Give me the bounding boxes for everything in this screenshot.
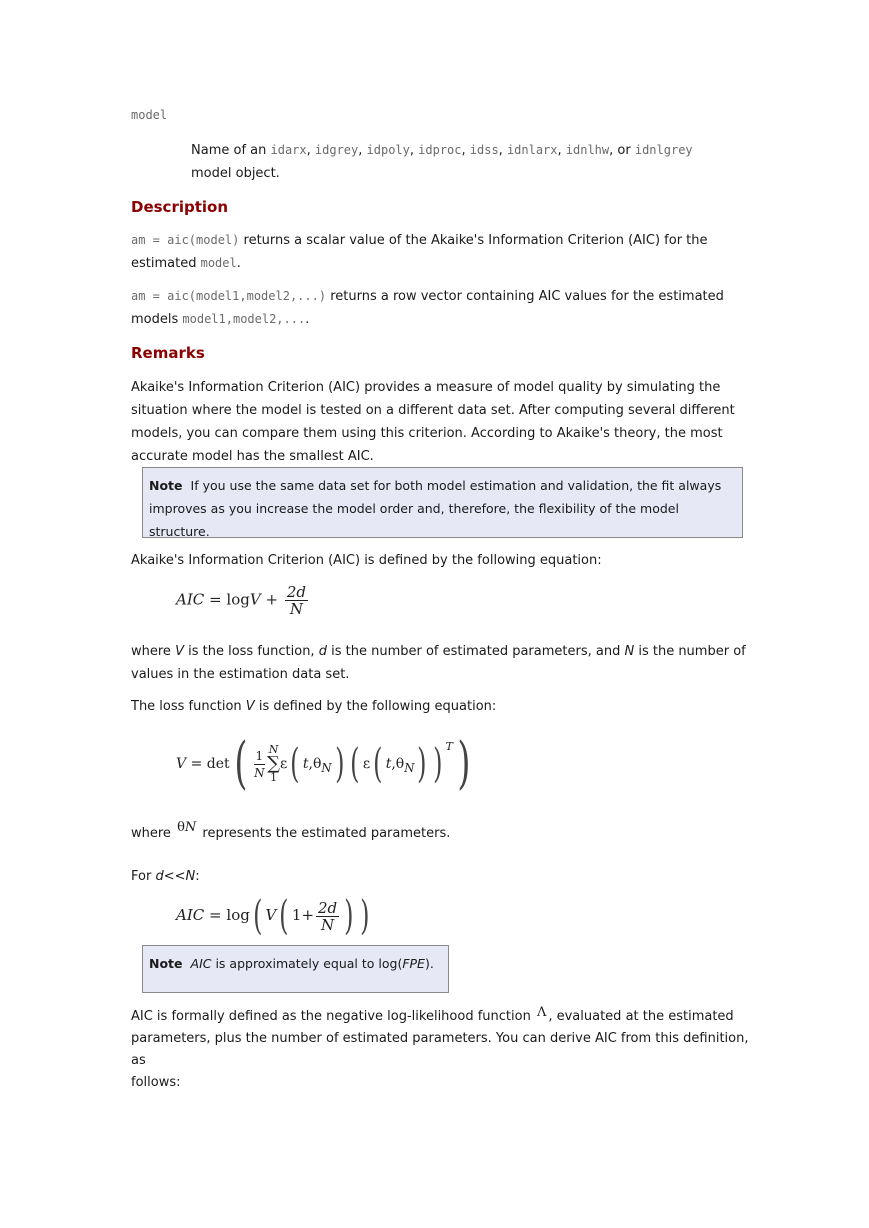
eq-symbol: θ (177, 820, 185, 835)
equation-aic (176, 584, 310, 617)
var-n: N (624, 644, 635, 659)
eq-symbol: + (301, 906, 315, 924)
where-theta-text (131, 822, 450, 845)
desc-text: estimated (131, 256, 201, 271)
final-paragraph (131, 1006, 751, 1094)
summation (267, 743, 280, 785)
eq-symbol: N (254, 765, 265, 780)
eq-symbol: 1 (255, 748, 264, 763)
syntax-aic-model: am = aic(model) (131, 233, 240, 247)
desc-text: models (131, 312, 183, 327)
lambda-symbol: Λ (536, 1005, 547, 1020)
text: where (131, 826, 176, 841)
code-models: model1,model2,... (182, 312, 306, 326)
var-v: V (245, 699, 255, 714)
eq-symbol: θ (395, 756, 405, 772)
desc-text: . (305, 312, 310, 327)
arg-desc-or: or (617, 143, 631, 158)
paren: ( (373, 741, 383, 787)
eq-symbol: V (176, 756, 187, 772)
note-text: improves as you increase the model order and, therefore, the flexibility of the model structure. (149, 501, 679, 539)
fraction-2d-over-n (285, 584, 308, 617)
eq-symbol: = (209, 906, 222, 924)
eq-symbol: det (206, 756, 230, 772)
remarks-heading: Remarks (131, 344, 205, 362)
loss-function-text (131, 695, 496, 718)
right-paren: ) (457, 731, 471, 796)
remarks-line: situation where the model is tested on a different data set. After computing several different (131, 403, 735, 418)
eq-symbol: N (321, 915, 335, 934)
note-text: is approximately equal to log( (211, 956, 403, 971)
aic-definition-text: Akaike's Information Criterion (AIC) is defined by the following equation: (131, 553, 602, 568)
argument-description: Name of an idarx, idgrey, idpoly, idproc, idss, idnlarx, idnlhw, or idnlgrey model object. (191, 143, 693, 181)
type-idproc: idproc (418, 143, 462, 157)
text: parameters, plus the number of estimated parameters. You can derive AIC from this definition, as (131, 1031, 749, 1068)
type-idnlarx: idnlarx (506, 143, 558, 157)
type-idarx: idarx (270, 143, 307, 157)
text: d<<N (155, 869, 196, 884)
text: AIC is formally defined as the negative log-likelihood function (131, 1009, 535, 1024)
eq-symbol: 1 (291, 906, 302, 924)
eq-symbol: N (404, 760, 415, 775)
type-idpoly: idpoly (366, 143, 410, 157)
arg-desc-prefix: Name of an (191, 143, 271, 158)
eq-symbol: = (209, 590, 222, 609)
for-d-text (131, 865, 200, 888)
var-d: d (318, 644, 327, 659)
equation-aic-approx (176, 893, 372, 939)
remarks-paragraph (131, 376, 751, 468)
eq-symbol: AIC (176, 590, 205, 609)
paren: ( (279, 893, 289, 939)
text: follows: (131, 1075, 181, 1090)
arg-desc-suffix: model object. (191, 166, 280, 181)
note-box-fpe (142, 945, 449, 993)
eq-symbol: + (265, 590, 279, 609)
eq-symbol: N (321, 760, 332, 775)
eq-symbol: ε (362, 756, 371, 772)
remarks-line: accurate model has the smallest AIC. (131, 449, 374, 464)
eq-symbol: N (268, 743, 279, 756)
paren: ) (433, 741, 443, 787)
note-text: AIC (190, 956, 212, 971)
text: The loss function (131, 699, 246, 714)
eq-symbol: N (184, 820, 197, 835)
code-model: model (200, 256, 237, 270)
type-idgrey: idgrey (314, 143, 359, 157)
eq-symbol: V (249, 590, 261, 609)
paren: ( (252, 893, 263, 939)
equation-loss-function: V = det( $\frac{1}{N}$ N ∑ 1 ε( $t,\theta_N$) ( ε( $t,\theta_N$) ) $^T$) (176, 731, 471, 796)
var-v: V (175, 644, 184, 659)
remarks-line: Akaike's Information Criterion (AIC) provides a measure of model quality by simulating the (131, 380, 721, 395)
paren: ) (344, 893, 354, 939)
note-label: Note (149, 478, 183, 493)
type-idnlgrey: idnlgrey (634, 143, 693, 157)
paren: ( (290, 741, 300, 787)
type-idss: idss (469, 143, 499, 157)
eq-symbol: t (385, 756, 392, 772)
eq-symbol: ∑ (267, 753, 280, 774)
text: is the number of (634, 644, 746, 659)
paren: ) (417, 741, 427, 787)
description-paragraph-1 (131, 229, 751, 275)
left-paren: ( (234, 731, 248, 796)
eq-symbol: V (265, 906, 277, 924)
text: , evaluated at the estimated (548, 1009, 734, 1024)
note-text: If you use the same data set for both model estimation and validation, the fit always (190, 478, 722, 493)
eq-symbol: θ (312, 756, 322, 772)
fraction-2d-over-n (316, 900, 339, 933)
text: is the loss function, (183, 644, 319, 659)
eq-symbol: = (190, 756, 203, 772)
fraction-1-over-n (254, 748, 266, 781)
eq-symbol: N (289, 600, 303, 618)
note-box-model-order (142, 467, 743, 538)
eq-symbol: t (302, 756, 309, 772)
eq-symbol: log (226, 590, 250, 609)
eq-symbol: AIC (176, 906, 205, 924)
eq-symbol: ε (280, 756, 288, 772)
text: is defined by the following equation: (254, 699, 497, 714)
desc-text: . (236, 256, 241, 271)
eq-symbol: 2d (286, 583, 306, 601)
syntax-aic-models: am = aic(model1,model2,...) (131, 289, 327, 303)
paren: ( (350, 741, 360, 787)
eq-symbol: 1 (270, 771, 278, 784)
theta-n-symbol (177, 820, 196, 835)
text: For (131, 869, 156, 884)
paren: ) (334, 741, 345, 787)
text: represents the estimated parameters. (198, 826, 451, 841)
desc-text: returns a scalar value of the Akaike's Information Criterion (AIC) for the (239, 233, 708, 248)
note-text: ). (424, 956, 434, 971)
argument-name: model (131, 108, 168, 122)
note-text: FPE (402, 956, 425, 971)
text: is the number of estimated parameters, and (326, 644, 625, 659)
remarks-line: models, you can compare them using this criterion. According to Akaike's theory, the most (131, 426, 723, 441)
eq-symbol: log (226, 906, 250, 924)
text: : (195, 869, 200, 884)
eq-symbol: T (445, 740, 453, 753)
paren: ) (359, 893, 370, 939)
description-paragraph-2 (131, 285, 751, 331)
desc-text: returns a row vector containing AIC values for the estimated (326, 289, 724, 304)
eq-symbol: 2d (318, 898, 338, 917)
type-idnlhw: idnlhw (565, 143, 610, 157)
text: values in the estimation data set. (131, 667, 350, 682)
text: where (131, 644, 176, 659)
where-paragraph (131, 640, 751, 686)
note-label: Note (149, 956, 183, 971)
description-heading: Description (131, 198, 229, 216)
